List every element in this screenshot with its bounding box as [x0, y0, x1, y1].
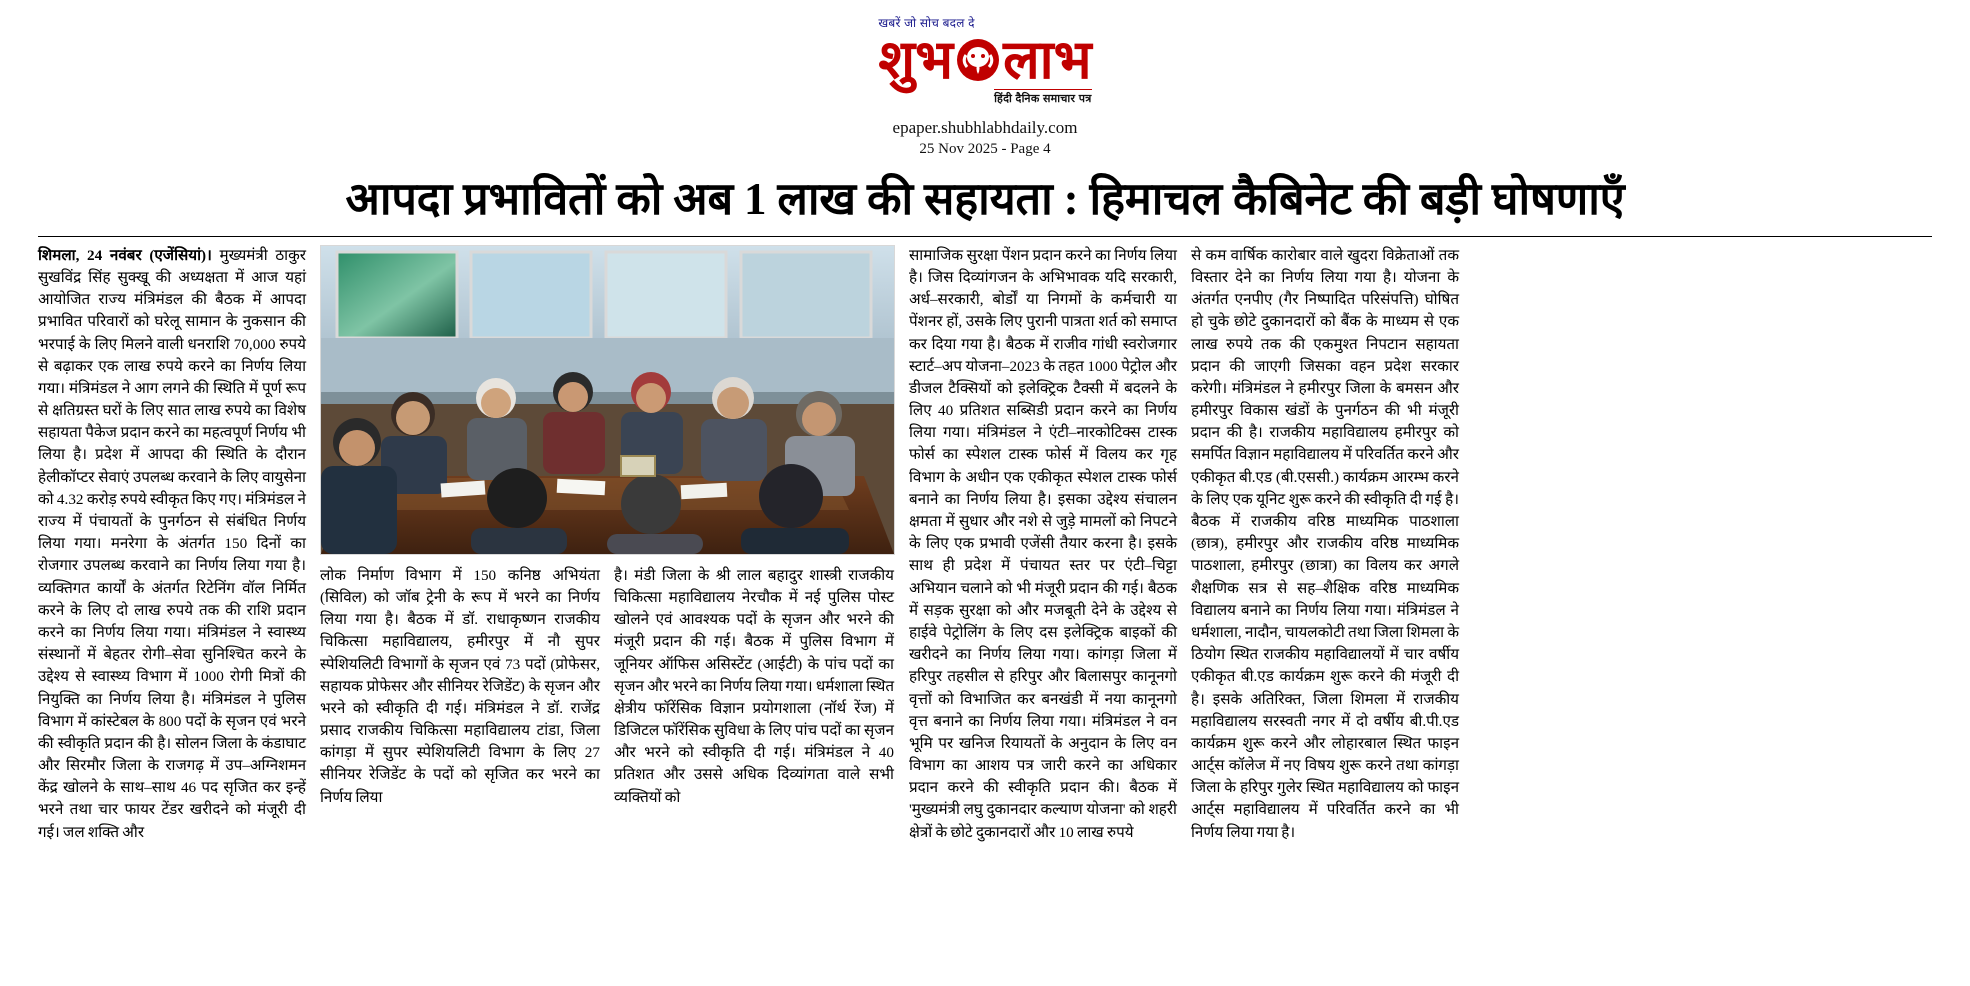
- logo-main: [878, 30, 1092, 90]
- column-4: [909, 245, 1177, 844]
- paragraph-c2: लोक निर्माण विभाग में 150 कनिष्ठ अभियंता (सिविल) को जॉब ट्रेनी के रूप में भरने का निर्णय लिया गया है। बैठक में डॉ. राधाकृष्णन राजकीय चिकित्सा महाविद्यालय, हमीरपुर में नौ सुपर स्पेशियलिटी विभागों के सृजन एवं 73 पदों (प्रोफेसर, सहायक प्रोफेसर और सीनियर रेजिडेंट) के सृजन और भरने को स्वीकृति दी गई। मंत्रिमंडल ने डॉ. राजेंद्र प्रसाद राजकीय चिकित्सा महाविद्यालय टांडा, जिला कांगड़ा में सुपर स्पेशियलिटी विभाग के लिए 27 सीनियर रेजिडेंट के पदों को सृजित कर भरने का निर्णय लिया: [320, 566, 600, 806]
- logo-block: [878, 14, 1091, 106]
- column-2: [320, 565, 600, 809]
- photo-under-columns: [320, 565, 895, 809]
- logo-subtitle: हिंदी दैनिक समाचार पत्र: [994, 89, 1092, 106]
- article-body: [38, 245, 1932, 844]
- edition-date-page: 25 Nov 2025 - Page 4: [919, 141, 1051, 157]
- cabinet-meeting-photo: [320, 245, 895, 555]
- masthead: [38, 10, 1932, 158]
- page-headline: आपदा प्रभावितों को अब 1 लाख की सहायता : हिमाचल कैबिनेट की बड़ी घोषणाएँ: [345, 174, 1625, 224]
- dateline: शिमला, 24 नवंबर (एजेंसियां)।: [38, 246, 212, 264]
- paragraph-c4: सामाजिक सुरक्षा पेंशन प्रदान करने का निर्णय लिया है। जिस दिव्यांगजन के अभिभावक यदि सरकारी, अर्ध–सरकारी, बोर्डों या निगमों के कर्मचारी या पेंशनर हों, उसके लिए पुरानी पात्रता शर्त को समाप्त कर दिया गया है। बैठक में राजीव गांधी स्वरोजगार स्टार्ट–अप योजना–2023 के तहत 1000 पेट्रोल और डीजल टैक्सियों को इलेक्ट्रिक टैक्सी में बदलने के लिए 40 प्रतिशत सब्सिडी प्रदान करने का निर्णय लिया गया। मंत्रिमंडल ने एंटी–नारकोटिक्स टास्क फोर्स का स्पेशल टास्क फोर्स में विलय कर गृह विभाग के अधीन एक एकीकृत स्पेशल टास्क फोर्स बनाने का निर्णय लिया है। इसका उद्देश्य संचालन क्षमता में सुधार और नशे से जुड़े मामलों को निपटने के लिए एक प्रभावी एजेंसी तैयार करना है। इसके साथ ही प्रदेश में पंचायत स्तर पर एंटी–चिट्टा अभियान चलाने को भी मंजूरी प्रदान की गई। बैठक में सड़क सुरक्षा को और मजबूती देने के उद्देश्य से हाईवे पेट्रोलिंग के लिए दस इलेक्ट्रिक बाइकों की खरीदने का निर्णय लिया गया। कांगड़ा जिला में हरिपुर तहसील से हरिपुर और बिलासपुर कानूनगो वृत्तों को विभाजित कर बनखंडी में नया कानूनगो वृत्त बनाने का निर्णय लिया गया। मंत्रिमंडल ने वन भूमि पर खनिज रियायतों के अनुदान के लिए वन विभाग का आशय पत्र जारी करने का अधिकार प्रदान करने की स्वीकृति प्रदान की। बैठक में 'मुख्यमंत्री लघु दुकानदार कल्याण योजना' को शहरी क्षेत्रों के छोटे दुकानदारों और 10 लाख रुपये: [909, 246, 1177, 841]
- logo-word-labh: लाभ: [1003, 30, 1092, 90]
- photo-column: [320, 245, 895, 809]
- column-1: [38, 245, 306, 844]
- column-5: [1191, 245, 1459, 844]
- paragraph-c5: से कम वार्षिक कारोबार वाले खुदरा विक्रेताओं तक विस्तार देने का निर्णय लिया गया है। योजना के अंतर्गत एनपीए (गैर निष्पादित परिसंपत्ति) घोषित हो चुके छोटे दुकानदारों को बैंक के माध्यम से एक लाख रुपये तक की एकमुश्त निपटान सहायता प्रदान की जाएगी जिसका वहन प्रदेश सरकार करेगी। मंत्रिमंडल ने हमीरपुर जिला के बमसन और हमीरपुर विकास खंडों के पुनर्गठन की भी मंजूरी प्रदान की है। राजकीय महाविद्यालय हमीरपुर को समर्पित विज्ञान महाविद्यालय में परिवर्तित करने और एकीकृत बी.एड (बी.एससी.) कार्यक्रम आरम्भ करने के लिए एक यूनिट शुरू करने की स्वीकृति दी गई है। बैठक में राजकीय वरिष्ठ माध्यमिक पाठशाला (छात्र), हमीरपुर और राजकीय वरिष्ठ माध्यमिक पाठशाला, हमीरपुर (छात्रा) का विलय कर अगले शैक्षणिक सत्र से सह–शैक्षिक वरिष्ठ माध्यमिक विद्यालय बनाने का निर्णय लिया गया। मंत्रिमंडल ने धर्मशाला, नादौन, चायलकोटी तथा जिला शिमला के ठियोग स्थित राजकीय महाविद्यालयों में चार वर्षीय एकीकृत बी.एड कार्यक्रम शुरू करने की मंजूरी दी है। इसके अतिरिक्त, जिला शिमला में राजकीय महाविद्यालय सरस्वती नगर में दो वर्षीय बी.पी.एड कार्यक्रम शुरू करने और लोहारबाल स्थित फाइन आर्ट्स कॉलेज में नए विषय शुरू करने तथा कांगड़ा जिला के हरिपुर गुलेर स्थित महाविद्यालय को फाइन आर्ट्स महाविद्यालय में परिवर्तित करने का भी निर्णय लिया गया है।: [1191, 246, 1459, 841]
- logo-tagline: खबरें जो सोच बदल दे: [878, 16, 975, 30]
- logo-word-shubh: शुभ: [878, 30, 954, 90]
- paragraph-c1: शिमला, 24 नवंबर (एजेंसियां)। मुख्यमंत्री ठाकुर सुखविंद्र सिंह सुक्खू की अध्यक्षता में आज यहां आयोजित राज्य मंत्रिमंडल की बैठक में आपदा प्रभावित परिवारों को घरेलू सामान के नुकसान की भरपाई के लिए मिलने वाली धनराशि 70,000 रुपये से बढ़ाकर एक लाख रुपये करने का निर्णय लिया गया। मंत्रिमंडल ने आग लगने की स्थिति में पूर्ण रूप से क्षतिग्रस्त घरों के लिए सात लाख रुपये का विशेष सहायता पैकेज प्रदान करने का महत्वपूर्ण निर्णय भी लिया है। प्रदेश में आपदा की स्थिति के दौरान हेलीकॉप्टर सेवाएं उपलब्ध करवाने के लिए वायुसेना को 4.32 करोड़ रुपये स्वीकृत किए गए। मंत्रिमंडल ने राज्य में पंचायतों के पुनर्गठन से संबंधित निर्णय लिया गया। मनरेगा के अंतर्गत 150 दिनों का रोजगार उपलब्ध करवाने का निर्णय लिया गया है। व्यक्तिगत कार्यों के अंतर्गत रिटेनिंग वॉल निर्मित करने के लिए दो लाख रुपये तक की राशि प्रदान करने का निर्णय लिया गया। मंत्रिमंडल ने स्वास्थ्य संस्थानों में बेहतर रोगी–सेवा सुनिश्चित करने के उद्देश्य से स्वास्थ्य विभाग में 1000 रोगी मित्रों की नियुक्ति का निर्णय लिया है। मंत्रिमंडल ने पुलिस विभाग में कांस्टेबल के 800 पदों के सृजन एवं भरने की स्वीकृति प्रदान की है। सोलन जिला के कंडाघाट और सिरमौर जिला के राजगढ़ में उप–अग्निशमन केंद्र खोलने के साथ–साथ 46 पद सृजित कर इन्हें भरने तथा चार फायर टेंडर खरीदने को मंजूरी दी गई। जल शक्ति और: [38, 246, 306, 841]
- epaper-url[interactable]: epaper.shubhlabhdaily.com: [892, 118, 1078, 137]
- column-3: [614, 565, 894, 809]
- paragraph-c3: है। मंडी जिला के श्री लाल बहादुर शास्त्री राजकीय चिकित्सा महाविद्यालय नेरचौक में नई पुलिस पोस्ट खोलने एवं आवश्यक पदों के सृजन और भरने की मंजूरी प्रदान की गई। बैठक में पुलिस विभाग में जूनियर ऑफिस असिस्टेंट (आईटी) के पांच पदों का सृजन और भरने का निर्णय लिया गया। धर्मशाला स्थित क्षेत्रीय फॉरेंसिक विज्ञान प्रयोगशाला (नॉर्थ रेंज) में डिजिटल फॉरेंसिक सुविधा के लिए पांच पदों का सृजन और भरने को स्वीकृति दी गई। मंत्रिमंडल ने 40 प्रतिशत और उससे अधिक दिव्यांगता वाले सभी व्यक्तियों को: [614, 566, 894, 806]
- ganesha-icon: [955, 37, 1001, 83]
- headline-divider: [38, 236, 1932, 237]
- logo: [878, 14, 1091, 106]
